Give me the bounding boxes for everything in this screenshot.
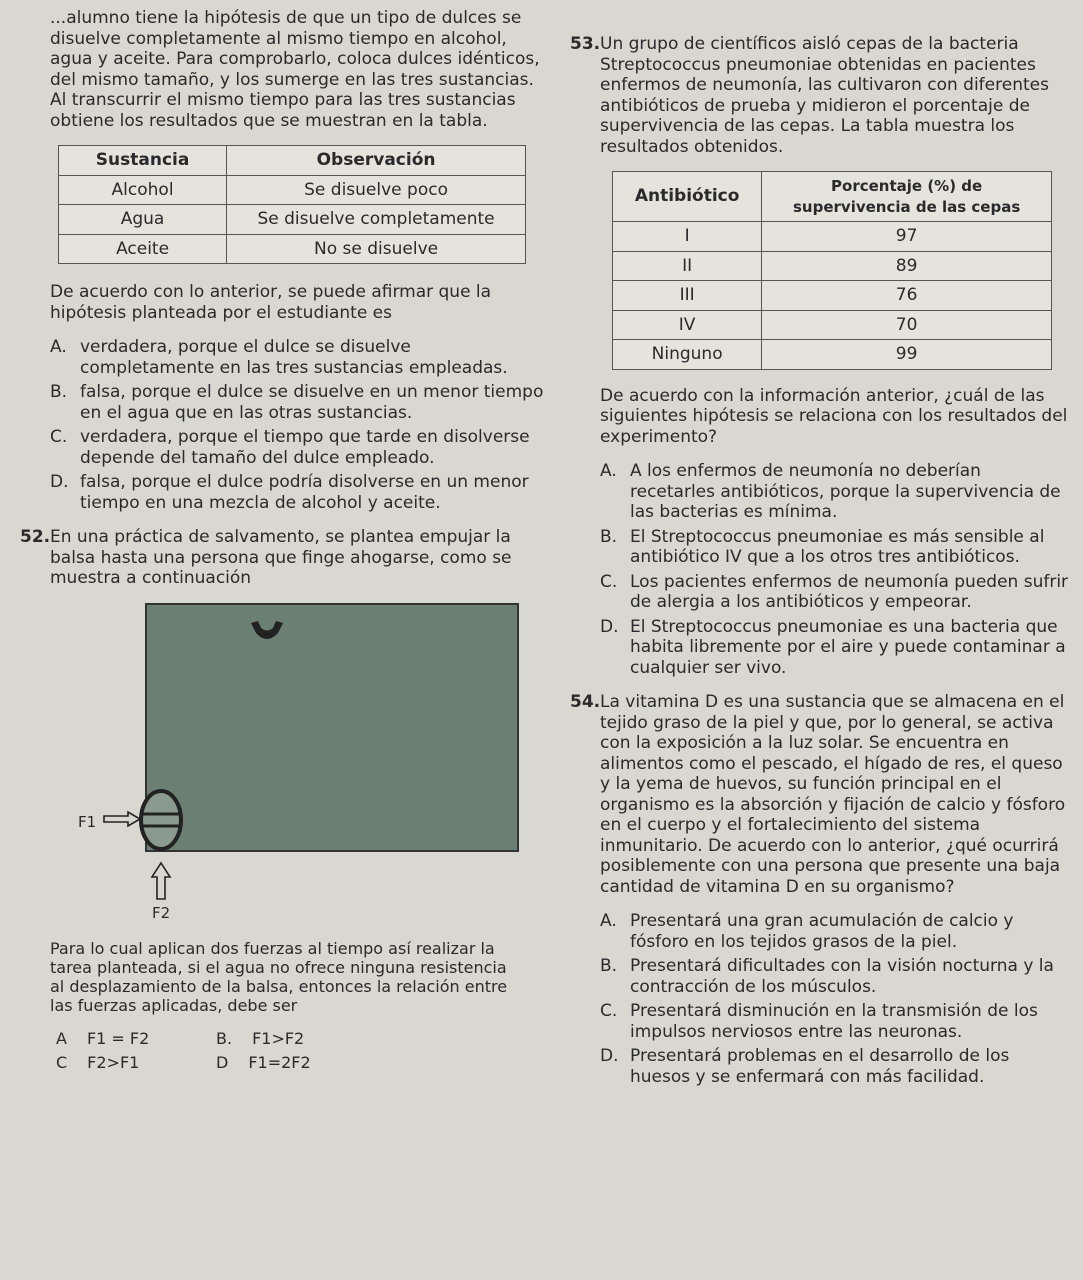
option-b[interactable] [50,382,550,423]
q53-options [600,461,1070,678]
option-a[interactable] [56,1029,216,1050]
table-cell: Ninguno [613,340,762,370]
force-f2-label: F2 [152,903,171,922]
option-text: F1>F2 [252,1028,305,1048]
table-row [59,205,526,235]
antibiotic-table [612,171,1052,370]
table-cell: Alcohol [59,175,227,205]
q51-options [50,337,550,513]
option-letter: B. [50,382,68,402]
option-letter: A. [600,461,617,481]
pool-water [145,603,519,852]
option-letter: C. [50,427,68,447]
question-number: 53. [570,34,601,54]
option-letter: B. [216,1028,233,1048]
option-b[interactable] [600,956,1070,997]
option-c[interactable] [600,1001,1070,1042]
option-text: A los enfermos de neumonía no deberían recetarles antibióticos, porque la supervivencia de las bacterias es mínima. [630,461,1061,522]
table-cell: II [613,251,762,281]
q53-question: De acuerdo con la información anterior, ¿cuál de las siguientes hipótesis se relaciona con los resultados del experimento? [600,385,1068,447]
table-cell: Se disuelve poco [227,175,526,205]
q52-intro-text: En una práctica de salvamento, se plantea empujar la balsa hasta una persona que finge ahogarse, como se muestra a continuación [50,527,512,588]
arrow-right-icon [102,810,142,828]
table-cell: IV [613,310,762,340]
raft-icon [138,788,184,852]
option-text: verdadera, porque el tiempo que tarde en disolverse depende del tamaño del dulce empleado. [80,427,530,468]
force-f1-label: F1 [78,812,97,831]
table-cell: I [613,222,762,252]
option-a[interactable] [600,911,1070,952]
drowning-person-icon [248,619,286,645]
option-letter: C [56,1053,68,1072]
q51-question: De acuerdo con lo anterior, se puede afirmar que la hipótesis planteada por el estudiante es [50,282,492,323]
option-text: F2>F1 [87,1053,140,1072]
table-cell: 76 [762,281,1052,311]
table-cell: Se disuelve completamente [227,205,526,235]
option-letter: C. [600,571,618,592]
table-header: Antibiótico [613,172,762,222]
option-text: Presentará una gran acumulación de calcio y fósforo en los tejidos grasos de la piel. [630,911,1014,952]
rescue-figure [50,603,530,933]
option-d[interactable] [600,1046,1070,1087]
table-cell: 70 [762,310,1052,340]
arrow-up-icon [150,861,172,901]
table-row [613,340,1052,370]
question-number: 52. [20,527,51,547]
table-header: Porcentaje (%) de supervivencia de las cepas [762,172,1052,222]
option-letter: B. [600,526,618,547]
option-text: falsa, porque el dulce podría disolverse en un menor tiempo en una mezcla de alcohol y aceite. [80,472,529,513]
option-letter: A. [50,337,67,357]
option-d[interactable] [216,1053,376,1074]
option-letter: C. [600,1001,618,1021]
table-header: Sustancia [59,146,227,176]
q52-options [56,1029,550,1074]
option-text: Presentará problemas en el desarrollo de los huesos y se enfermará con más facilidad. [630,1046,1010,1087]
q54-intro [570,692,1070,897]
option-b[interactable] [600,527,1070,568]
option-c[interactable] [56,1053,216,1074]
option-letter: D. [600,616,619,637]
q54-options [600,911,1070,1087]
table-cell: 97 [762,222,1052,252]
table-cell: Aceite [59,234,227,264]
option-letter: D. [600,1046,619,1066]
table-row [59,234,526,264]
table-cell: 89 [762,251,1052,281]
option-letter: A [56,1028,67,1048]
table-cell: 99 [762,340,1052,370]
option-letter: D. [50,472,69,492]
right-column [570,0,1070,1091]
question-number: 54. [570,692,601,712]
left-column [20,0,550,1074]
option-letter: D [216,1053,229,1072]
table-row [613,251,1052,281]
option-text: F1=2F2 [248,1053,311,1072]
option-text: Presentará disminución en la transmisión de los impulsos nerviosos entre las neuronas. [630,1001,1038,1042]
table-row [613,222,1052,252]
table-row [613,310,1052,340]
option-a[interactable] [600,461,1070,523]
q51-intro: ...alumno tiene la hipótesis de que un tipo de dulces se disuelve completamente al mismo tiempo en alcohol, agua y aceite. Para comprobarlo, coloca dulces idénticos, del mismo tamaño, y los sumerge en las tres sustancias. Al transcurrir el mismo tiempo para las tres sustancias obtiene los resultados que se muestran en la tabla. [50,8,540,131]
option-b[interactable] [216,1029,376,1050]
option-text: Los pacientes enfermos de neumonía pueden sufrir de alergia a los antibióticos y empeorar. [630,571,1069,612]
option-letter: A. [600,911,617,931]
dissolution-table [58,145,526,264]
table-cell: III [613,281,762,311]
q52-intro [20,527,550,589]
q53-intro-text: Un grupo de científicos aisló cepas de la bacteria Streptococcus pneumoniae obtenidas en pacientes enfermos de neumonía, las cultivaron con diferentes antibióticos de prueba y midieron el porcentaje de supervivencia de las cepas. La tabla muestra los resultados obtenidos. [600,34,1049,157]
q53-intro [570,34,1070,157]
q54-intro-text: La vitamina D es una sustancia que se almacena en el tejido graso de la piel y que, por lo general, se activa con la exposición a la luz solar. Se encuentra en alimentos como el pescado, el hígado de res, el queso y la yema de huevos, su función principal en el organismo es la absorción y fijación de calcio y fósforo en el cuerpo y el fortalecimiento del sistema inmunitario. De acuerdo con lo anterior, ¿qué ocurrirá posiblemente con una persona que presente una baja cantidad de vitamina D en su organismo? [600,692,1066,897]
table-row [613,281,1052,311]
table-row [59,175,526,205]
option-text: El Streptococcus pneumoniae es una bacteria que habita libremente por el aire y puede contaminar a cualquier ser vivo. [630,616,1066,678]
table-cell: Agua [59,205,227,235]
option-text: F1 = F2 [86,1028,150,1048]
option-text: falsa, porque el dulce se disuelve en un menor tiempo en el agua que en las otras sustancias. [80,382,544,423]
option-letter: B. [600,956,618,976]
q52-question: Para lo cual aplican dos fuerzas al tiempo así realizar la tarea planteada, si el agua no ofrece ninguna resistencia al desplazamiento de la balsa, entonces la relación entre las fuerzas aplicadas, debe ser [50,938,508,1015]
option-text: El Streptococcus pneumoniae es más sensible al antibiótico IV que a los otros tres antibióticos. [630,526,1045,567]
option-c[interactable] [50,427,550,468]
option-c[interactable] [600,572,1070,613]
table-cell: No se disuelve [227,234,526,264]
option-a[interactable] [50,337,550,378]
option-d[interactable] [50,472,550,513]
table-header: Observación [227,146,526,176]
option-text: Presentará dificultades con la visión nocturna y la contracción de los músculos. [630,956,1054,997]
option-text: verdadera, porque el dulce se disuelve completamente en las tres sustancias empleadas. [80,337,508,378]
option-d[interactable] [600,617,1070,679]
